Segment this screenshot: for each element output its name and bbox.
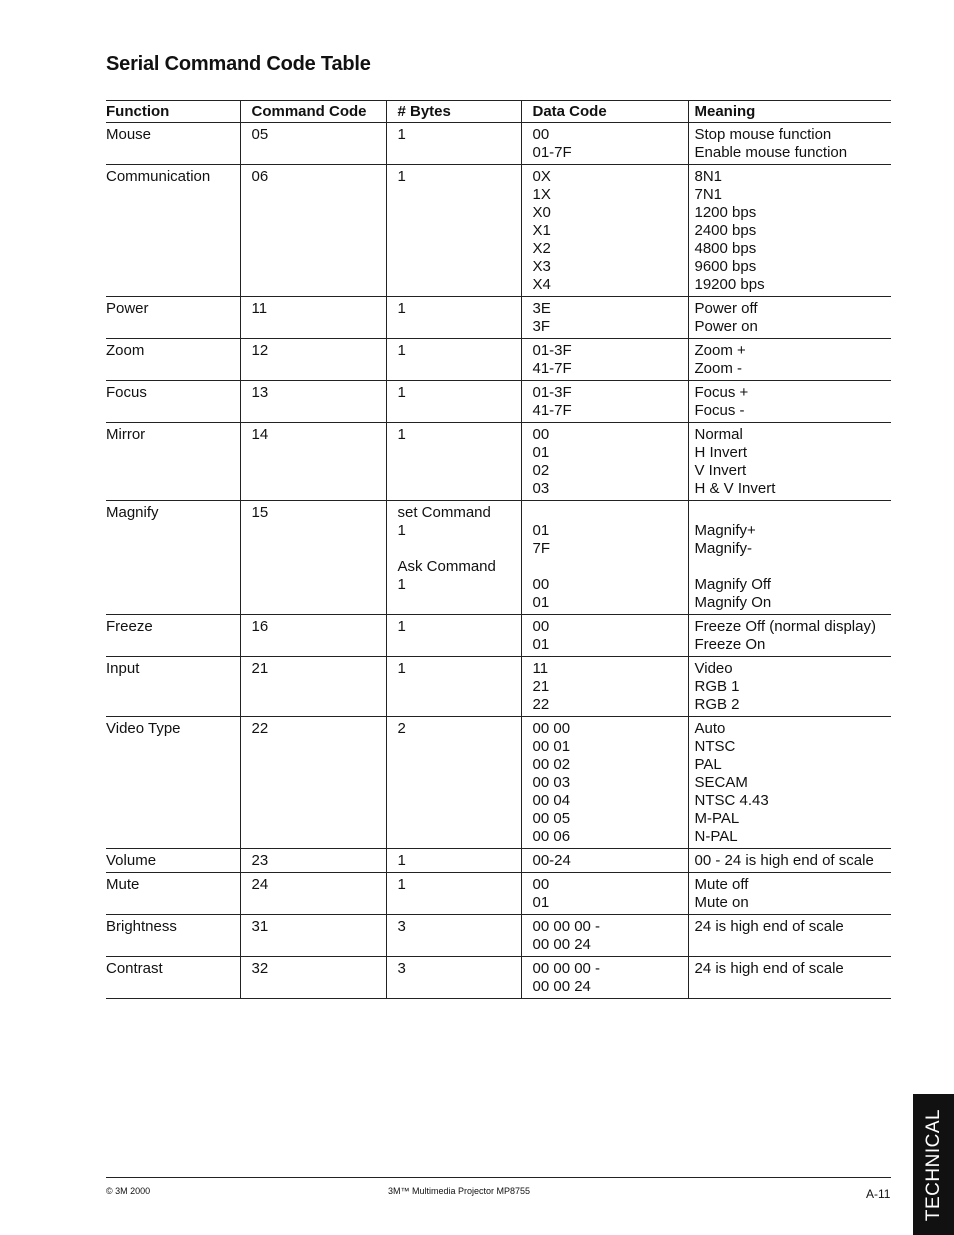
meaning-cell-line: Power off — [694, 300, 758, 317]
data-code-cell-line: 00 06 — [532, 828, 571, 845]
command-code-cell: 13 — [240, 381, 386, 423]
data-code-cell-line: X0 — [532, 204, 551, 221]
function-cell: Zoom — [106, 339, 240, 381]
meaning-cell-line: Normal — [694, 426, 743, 443]
meaning-cell-line: H Invert — [694, 444, 748, 461]
function-cell: Mouse — [106, 123, 240, 165]
meaning-cell — [688, 849, 891, 873]
meaning-cell-line: 00 - 24 is high end of scale — [694, 852, 874, 869]
bytes-cell — [386, 849, 521, 873]
column-header-command-code: Command Code — [240, 101, 386, 123]
meaning-cell-line: NTSC — [694, 738, 736, 755]
data-code-cell-line: 00 02 — [532, 756, 571, 773]
meaning-cell-line: 2400 bps — [694, 222, 757, 239]
table-row — [106, 615, 891, 657]
data-code-cell-line — [533, 558, 688, 576]
data-code-cell-line: X1 — [532, 222, 551, 239]
meaning-cell-line: Magnify On — [694, 594, 772, 611]
meaning-cell — [688, 717, 891, 849]
page-title: Serial Command Code Table — [106, 53, 371, 75]
meaning-cell-line: 1200 bps — [694, 204, 757, 221]
data-code-cell-line: 41-7F — [532, 402, 572, 419]
function-cell: Focus — [106, 381, 240, 423]
data-code-cell-line: 02 — [532, 462, 550, 479]
bytes-cell-line: 1 — [397, 876, 406, 893]
data-code-cell — [521, 849, 688, 873]
meaning-cell-line: 4800 bps — [694, 240, 757, 257]
function-cell: Magnify — [106, 501, 240, 615]
meaning-cell-line: Power on — [694, 318, 758, 335]
table-row — [106, 339, 891, 381]
column-header-data-code: Data Code — [521, 101, 688, 123]
table-row — [106, 423, 891, 501]
footer-divider — [106, 1177, 891, 1178]
column-header-function: Function — [106, 101, 240, 123]
data-code-cell-line: 00 — [532, 618, 550, 635]
data-code-cell-line: 00 — [532, 576, 550, 593]
meaning-cell-line: RGB 1 — [694, 678, 740, 695]
data-code-cell-line: 11 — [532, 660, 549, 677]
table-row — [106, 123, 891, 165]
meaning-cell-line: H & V Invert — [694, 480, 776, 497]
data-code-cell — [521, 873, 688, 915]
data-code-cell — [521, 297, 688, 339]
data-code-cell — [521, 423, 688, 501]
data-code-cell-line: 00-24 — [532, 852, 571, 869]
command-code-cell: 21 — [240, 657, 386, 717]
bytes-cell — [386, 423, 521, 501]
meaning-cell-line: Focus - — [694, 402, 745, 419]
meaning-cell — [688, 381, 891, 423]
bytes-cell — [386, 297, 521, 339]
bytes-cell-line: 1 — [397, 576, 406, 593]
table-header-row — [106, 101, 891, 123]
data-code-cell-line: 0X — [532, 168, 551, 185]
meaning-cell-line — [695, 558, 892, 576]
meaning-cell-line: Stop mouse function — [694, 126, 832, 143]
function-cell: Volume — [106, 849, 240, 873]
table-row — [106, 165, 891, 297]
command-code-cell: 11 — [240, 297, 386, 339]
bytes-cell-line: 1 — [397, 618, 406, 635]
serial-command-table — [106, 100, 891, 999]
meaning-cell-line: Magnify+ — [694, 522, 756, 539]
meaning-cell — [688, 297, 891, 339]
function-cell: Contrast — [106, 957, 240, 999]
bytes-cell — [386, 501, 521, 615]
meaning-cell-line: Auto — [694, 720, 726, 737]
command-code-cell: 22 — [240, 717, 386, 849]
command-code-cell: 24 — [240, 873, 386, 915]
bytes-cell-line: 3 — [397, 960, 406, 977]
meaning-cell-line: Zoom + — [694, 342, 746, 359]
meaning-cell-line: Magnify- — [694, 540, 753, 557]
data-code-cell-line: X2 — [532, 240, 551, 257]
data-code-cell — [521, 615, 688, 657]
data-code-cell-line: 00 00 00 - — [532, 960, 601, 977]
data-code-cell-line: 00 — [532, 876, 550, 893]
data-code-cell-line: 3E — [532, 300, 551, 317]
meaning-cell-line: 24 is high end of scale — [694, 918, 844, 935]
meaning-cell-line: 8N1 — [694, 168, 723, 185]
function-cell: Communication — [106, 165, 240, 297]
data-code-cell-line: 00 01 — [532, 738, 571, 755]
data-code-cell-line: 00 00 — [532, 720, 571, 737]
data-code-cell-line: 01 — [532, 636, 550, 653]
bytes-cell — [386, 915, 521, 957]
bytes-cell-line: 2 — [397, 720, 406, 737]
table-row — [106, 957, 891, 999]
data-code-cell-line: 21 — [532, 678, 550, 695]
table-row — [106, 381, 891, 423]
function-cell: Freeze — [106, 615, 240, 657]
meaning-cell-line: Freeze On — [694, 636, 766, 653]
data-code-cell-line: 01-3F — [532, 342, 572, 359]
meaning-cell-line: M-PAL — [694, 810, 740, 827]
data-code-cell-line: 01-7F — [532, 144, 572, 161]
meaning-cell-line: 7N1 — [694, 186, 723, 203]
meaning-cell-line: Mute off — [694, 876, 749, 893]
data-code-cell — [521, 123, 688, 165]
meaning-cell — [688, 501, 891, 615]
column-header-bytes: # Bytes — [386, 101, 521, 123]
table-row — [106, 717, 891, 849]
page-number: A-11 — [866, 1187, 891, 1201]
bytes-cell-line: 1 — [397, 126, 406, 143]
meaning-cell-line: Enable mouse function — [694, 144, 848, 161]
meaning-cell-line: Focus + — [694, 384, 749, 401]
bytes-cell-line: 1 — [397, 852, 406, 869]
data-code-cell-line: 00 — [532, 126, 550, 143]
data-code-cell-line: 7F — [532, 540, 551, 557]
bytes-cell — [386, 615, 521, 657]
meaning-cell-line: Magnify Off — [694, 576, 771, 593]
bytes-cell — [386, 957, 521, 999]
bytes-cell — [386, 873, 521, 915]
bytes-cell — [386, 717, 521, 849]
function-cell: Mirror — [106, 423, 240, 501]
function-cell: Power — [106, 297, 240, 339]
bytes-cell-line — [398, 594, 521, 612]
data-code-cell-line: 00 03 — [532, 774, 571, 791]
function-cell: Mute — [106, 873, 240, 915]
data-code-cell — [521, 915, 688, 957]
command-code-cell: 31 — [240, 915, 386, 957]
bytes-cell — [386, 657, 521, 717]
table-row — [106, 657, 891, 717]
data-code-cell — [521, 717, 688, 849]
bytes-cell-line: Ask Command — [397, 558, 496, 575]
meaning-cell — [688, 165, 891, 297]
bytes-cell-line: 1 — [397, 426, 406, 443]
footer-copyright: © 3M 2000 — [106, 1186, 151, 1196]
table-body — [106, 123, 891, 999]
meaning-cell — [688, 615, 891, 657]
data-code-cell-line: 00 00 00 - — [532, 918, 601, 935]
command-code-cell: 23 — [240, 849, 386, 873]
data-code-cell-line: 00 00 24 — [532, 936, 591, 953]
command-code-cell: 06 — [240, 165, 386, 297]
function-cell: Brightness — [106, 915, 240, 957]
meaning-cell-line: N-PAL — [694, 828, 738, 845]
column-header-meaning: Meaning — [688, 101, 891, 123]
footer-product-name: 3M™ Multimedia Projector MP8755 — [388, 1186, 531, 1196]
meaning-cell-line: NTSC 4.43 — [694, 792, 769, 809]
command-code-cell: 16 — [240, 615, 386, 657]
bytes-cell-line — [398, 540, 521, 558]
table-row — [106, 849, 891, 873]
data-code-cell-line: 00 — [532, 426, 550, 443]
table-row — [106, 873, 891, 915]
data-code-cell-line: 01 — [532, 444, 550, 461]
data-code-cell-line: 01 — [532, 594, 550, 611]
data-code-cell-line: X4 — [532, 276, 551, 293]
bytes-cell-line: 1 — [397, 384, 406, 401]
table-row — [106, 501, 891, 615]
meaning-cell-line: 24 is high end of scale — [694, 960, 844, 977]
meaning-cell-line: 9600 bps — [694, 258, 757, 275]
data-code-cell-line: 03 — [532, 480, 550, 497]
meaning-cell — [688, 423, 891, 501]
meaning-cell-line: SECAM — [694, 774, 748, 791]
meaning-cell — [688, 957, 891, 999]
data-code-cell-line: 1X — [532, 186, 551, 203]
command-code-cell: 14 — [240, 423, 386, 501]
meaning-cell — [688, 339, 891, 381]
command-code-cell: 12 — [240, 339, 386, 381]
data-code-cell-line: X3 — [532, 258, 551, 275]
function-cell: Input — [106, 657, 240, 717]
data-code-cell — [521, 501, 688, 615]
data-code-cell — [521, 381, 688, 423]
meaning-cell — [688, 873, 891, 915]
data-code-cell — [521, 339, 688, 381]
bytes-cell-line: 1 — [397, 342, 406, 359]
meaning-cell-line: Mute on — [694, 894, 749, 911]
command-code-cell: 15 — [240, 501, 386, 615]
bytes-cell-line: 1 — [397, 168, 406, 185]
command-code-cell: 05 — [240, 123, 386, 165]
bytes-cell-line: set Command — [397, 504, 491, 521]
meaning-cell-line: PAL — [694, 756, 722, 773]
bytes-cell — [386, 381, 521, 423]
data-code-cell-line: 01 — [532, 522, 550, 539]
data-code-cell — [521, 657, 688, 717]
meaning-cell-line: 19200 bps — [694, 276, 765, 293]
command-code-cell: 32 — [240, 957, 386, 999]
meaning-cell-line: Video — [694, 660, 733, 677]
bytes-cell-line: 1 — [397, 660, 406, 677]
data-code-cell — [521, 165, 688, 297]
meaning-cell-line: Zoom - — [694, 360, 743, 377]
bytes-cell — [386, 339, 521, 381]
meaning-cell-line: Freeze Off (normal display) — [694, 618, 876, 635]
data-code-cell-line: 01-3F — [532, 384, 572, 401]
data-code-cell-line: 00 00 24 — [532, 978, 591, 995]
table-row — [106, 915, 891, 957]
meaning-cell — [688, 657, 891, 717]
data-code-cell-line — [533, 504, 688, 522]
function-cell: Video Type — [106, 717, 240, 849]
section-tab — [913, 1094, 954, 1235]
data-code-cell-line: 3F — [532, 318, 551, 335]
data-code-cell-line: 01 — [532, 894, 550, 911]
bytes-cell — [386, 123, 521, 165]
data-code-cell — [521, 957, 688, 999]
data-code-cell-line: 00 05 — [532, 810, 571, 827]
meaning-cell — [688, 915, 891, 957]
table-row — [106, 297, 891, 339]
bytes-cell-line: 1 — [397, 522, 406, 539]
bytes-cell-line: 3 — [397, 918, 406, 935]
meaning-cell-line: RGB 2 — [694, 696, 740, 713]
section-tab-label: TECHNICAL — [922, 1108, 944, 1221]
data-code-cell-line: 00 04 — [532, 792, 571, 809]
data-code-cell-line: 22 — [532, 696, 550, 713]
data-code-cell-line: 41-7F — [532, 360, 572, 377]
bytes-cell-line: 1 — [397, 300, 406, 317]
meaning-cell-line — [695, 504, 892, 522]
bytes-cell — [386, 165, 521, 297]
meaning-cell-line: V Invert — [694, 462, 747, 479]
meaning-cell — [688, 123, 891, 165]
